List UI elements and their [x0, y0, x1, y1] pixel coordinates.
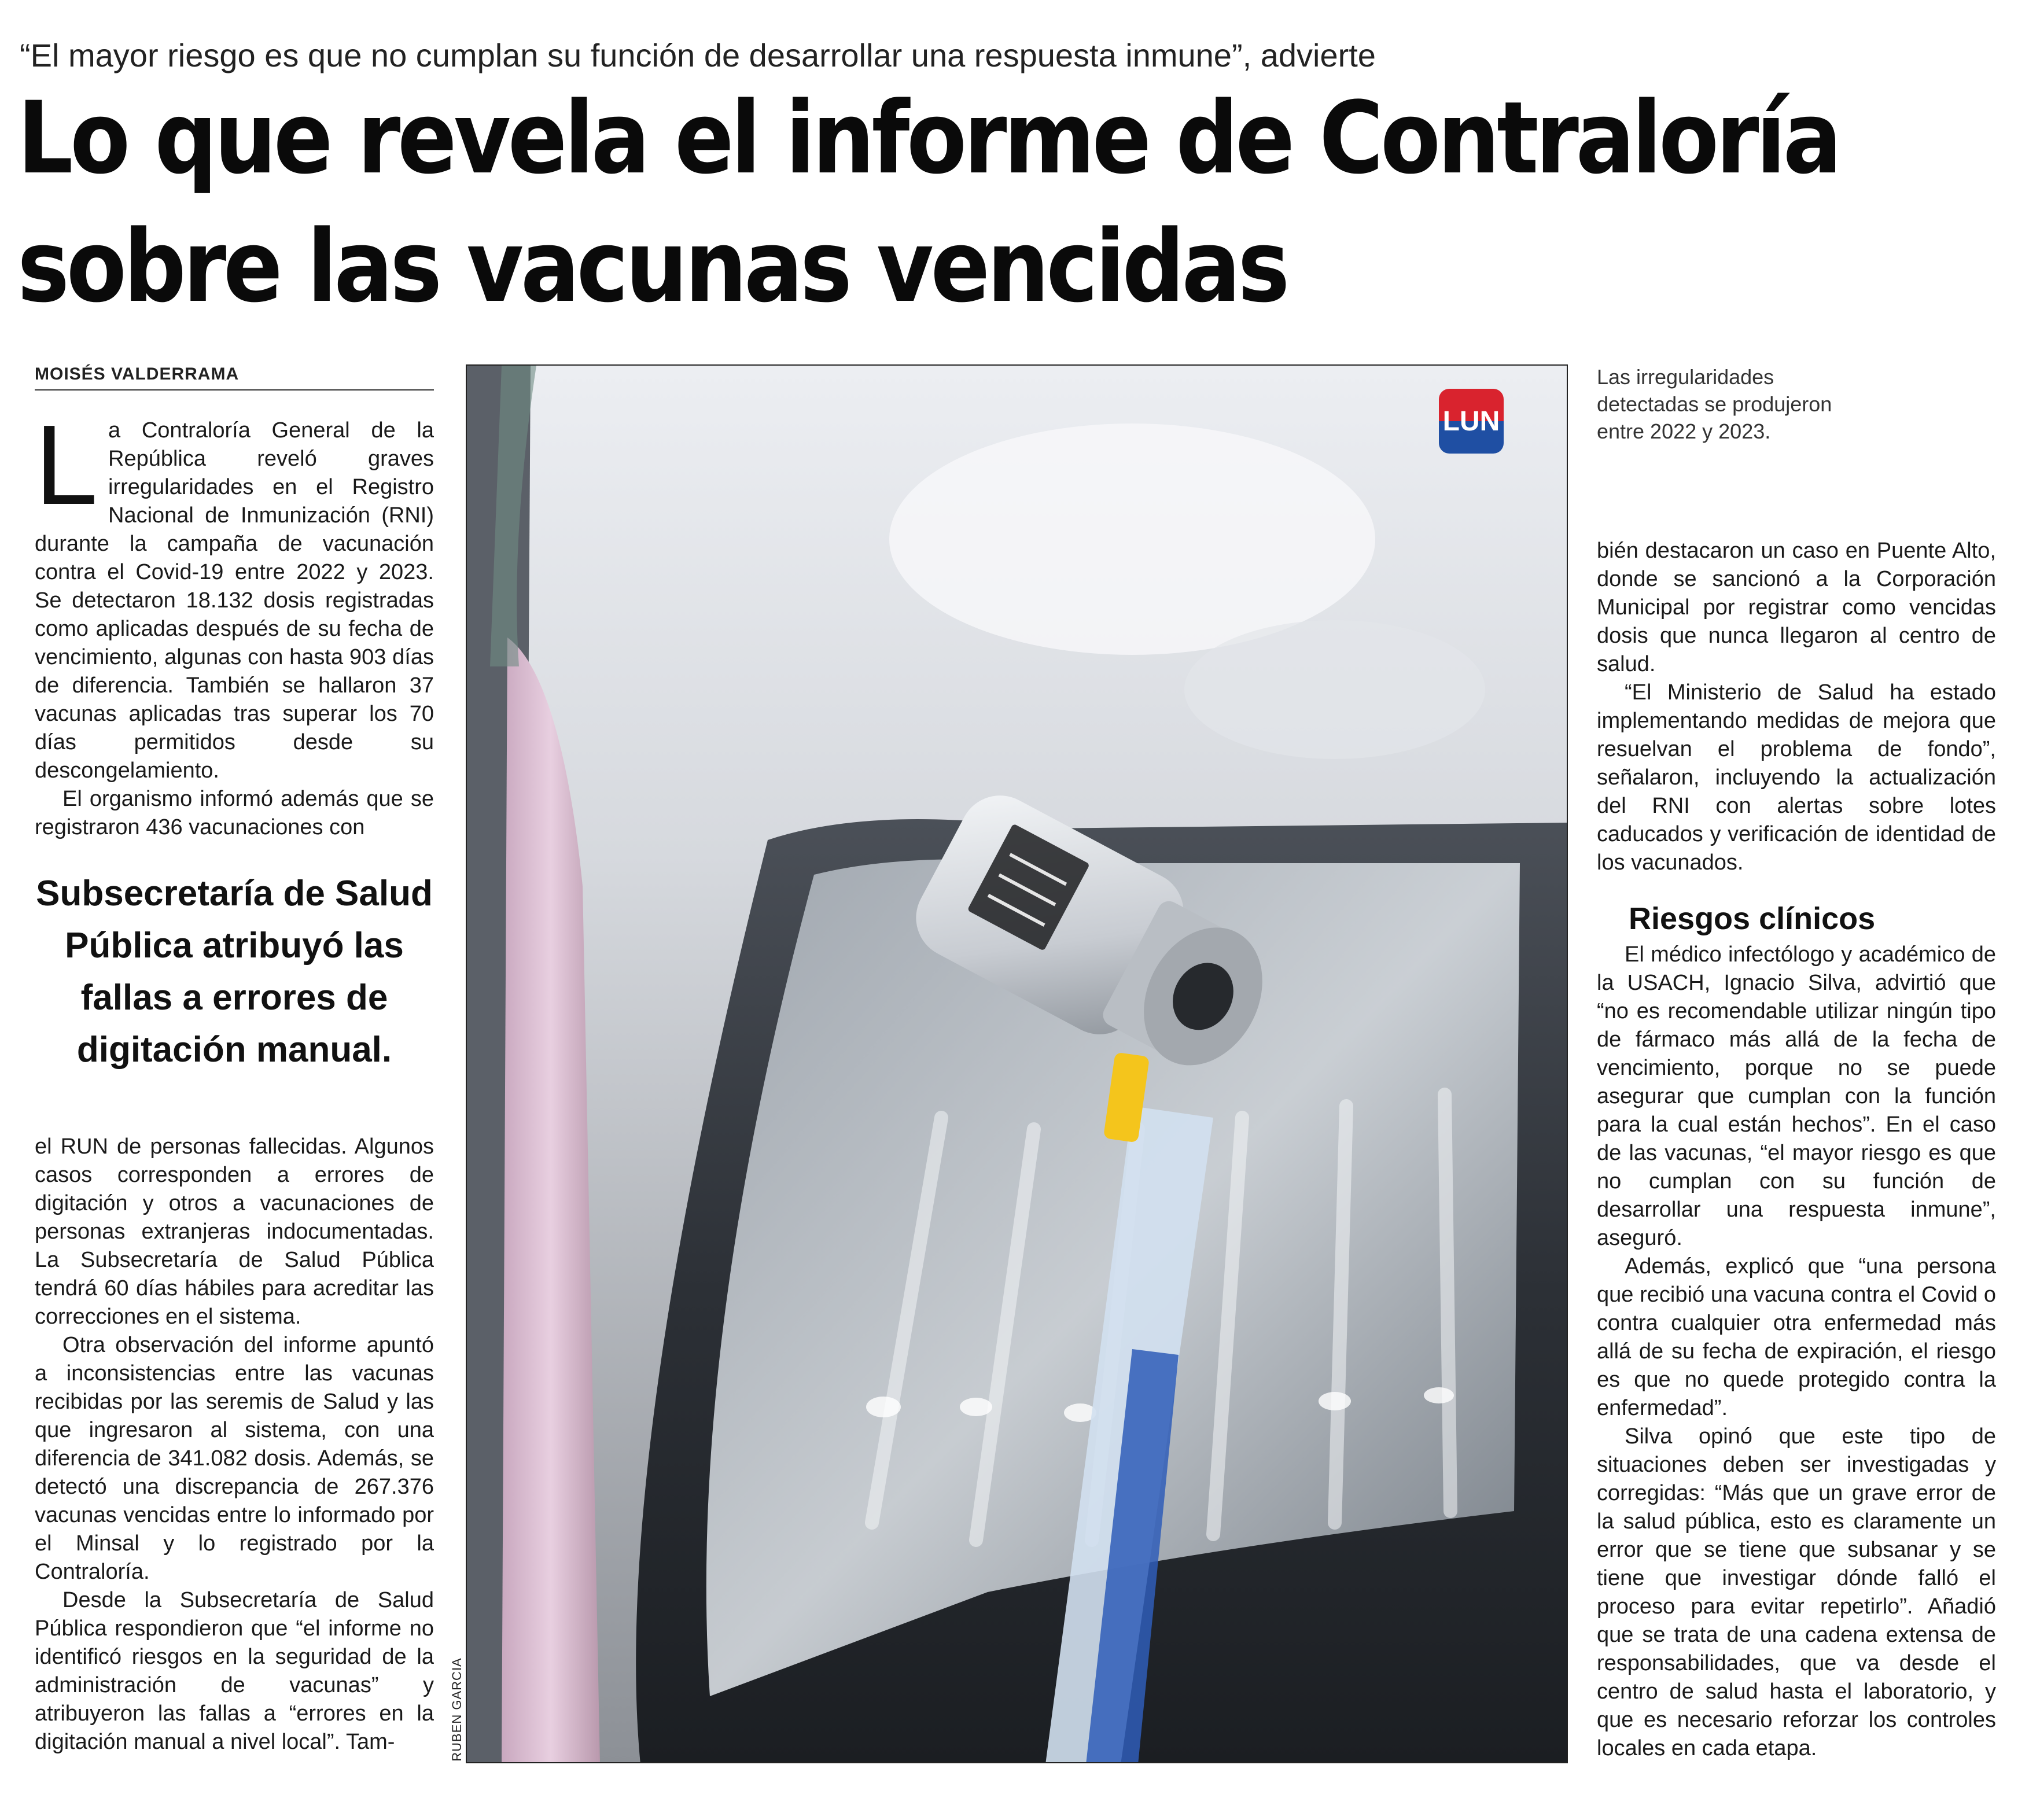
paragraph: el RUN de personas fallecidas. Algunos casos corresponden a errores de digitación y otros a vacunaciones de personas extranjeras indocumentadas. La Subsecretaría de Salud Pública tendrá 60 días hábiles para acreditar las correcciones en el sistema. [35, 1134, 434, 1329]
paragraph: bién destacaron un caso en Puente Alto, donde se sancionó a la Corporación Municipal por registrar como vencidas dosis que nunca llegaron al centro de salud. [1597, 539, 1996, 676]
paragraph: Desde la Subsecretaría de Salud Pública respondieron que “el informe no identificó riesgos en la seguridad de la administración de vacunas” y atribuyeron las fallas a “errores en la digitación manual a nivel local”. Tam- [35, 1588, 434, 1754]
section-subhead: Riesgos clínicos [1629, 901, 1876, 936]
lun-logo-text: LUN [1442, 406, 1500, 437]
paragraph: “El Ministerio de Salud ha estado implementando medidas de mejora que resuelvan el problema de fondo”, señalaron, incluyendo la actualización del RNI con alertas sobre lotes caducados y verificación de identidad de los vacunados. [1597, 680, 1996, 875]
pull-quote: Subsecretaría de Salud Pública atribuyó las fallas a errores de digitación manual. [36, 874, 433, 1070]
lead-paragraph [35, 401, 434, 785]
paragraph: El médico infectólogo y académico de la USACH, Ignacio Silva, advirtió que “no es recomendable utilizar ningún tipo de fármaco más allá de la fecha de vencimiento, porque no se puede asegurar que cumplan con la función para la cual están hechos”. En el caso de las vacunas, “el mayor riesgo es que no cumplan con su función de desarrollar una respuesta inmune”, aseguró. [1597, 942, 1996, 1250]
paragraph: Silva opinó que este tipo de situaciones deben ser investigadas y corregidas: “Más que un grave error de la salud pública, esto es claramente un error que se tiene que subsanar y se tiene que investigar dónde falló el proceso para evitar repetirlo”. Añadió que se trata de una cadena extensa de responsabilidades, que va desde el centro de salud hasta el laboratorio, y que es necesario reforzar los controles locales en cada etapa. [1597, 1424, 1996, 1760]
photo-credit-text: RUBEN GARCIA [450, 1657, 464, 1762]
column-1-bottom [35, 1133, 434, 1756]
article-photo [466, 364, 1568, 1763]
column-2-bottom [1597, 941, 1996, 1763]
lead-paragraph-text: a Contraloría General de la República reveló graves irregularidades en el Registro Nacional de Inmunización (RNI) durante la campaña de vacunación contra el Covid-19 entre 2022 y 2023. Se detectaron 18.132 dosis registradas como aplicadas después de su fecha de vencimiento, algunas con hasta 903 días de diferencia. También se hallaron 37 vacunas aplicadas tras superar los 70 días permitidos desde su descongelamiento. [35, 418, 434, 783]
kicker: “El mayor riesgo es que no cumplan su función de desarrollar una respuesta inmune”, advierte [20, 37, 1376, 73]
drop-cap: L [35, 401, 98, 528]
photo-credit [445, 1655, 469, 1764]
lun-logo [1439, 389, 1504, 454]
vaccine-vial-photo [467, 366, 1568, 1763]
column-2-top [1597, 537, 1996, 877]
photo-caption: Las irregularidades detectadas se produjeron entre 2022 y 2023. [1597, 365, 1832, 443]
headline-line-2: sobre las vacunas vencidas [17, 208, 1287, 325]
byline: MOISÉS VALDERRAMA [35, 362, 434, 390]
headline [17, 74, 1839, 331]
column-1-top [35, 401, 434, 842]
paragraph: El organismo informó además que se registraron 436 vacunaciones con [35, 787, 434, 839]
headline-line-1: Lo que revela el informe de Contraloría [17, 80, 1839, 196]
paragraph: Otra observación del informe apuntó a inconsistencias entre las vacunas recibidas por las seremis de Salud y las que ingresaron al sistema, con una diferencia de 341.082 dosis. Además, se detectó una discrepancia de 267.376 vacunas vencidas entre lo informado por el Minsal y lo registrado por la Contraloría. [35, 1333, 434, 1584]
paragraph: Además, explicó que “una persona que recibió una vacuna contra el Covid o contra cualquier otra enfermedad más allá de su fecha de expiración, el riesgo es que no quede protegido contra la enfermedad”. [1597, 1254, 1996, 1420]
